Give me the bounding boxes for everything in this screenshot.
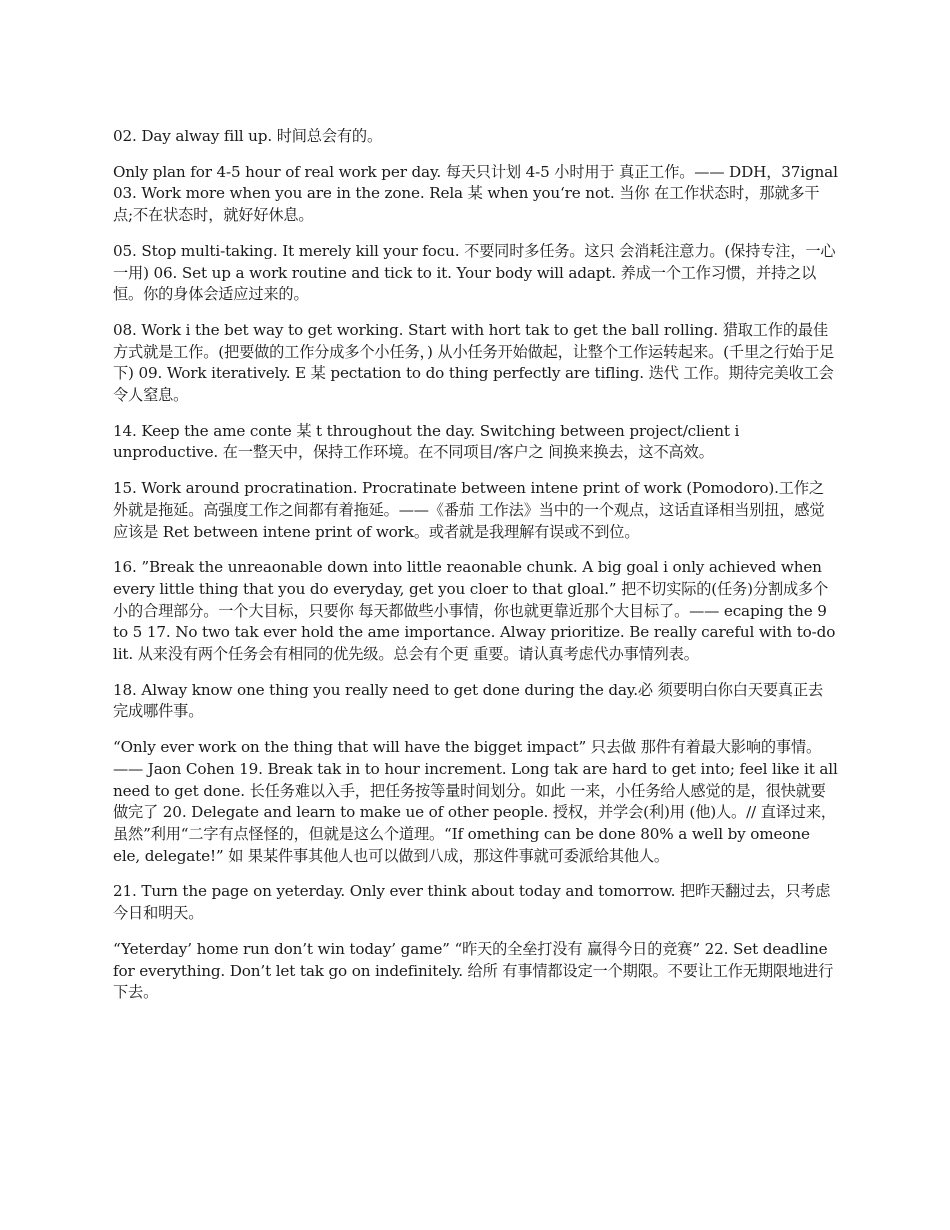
- paragraph: Only plan for 4-5 hour of real work per day. 每天只计划 4-5 小时用于 真正工作。—— DDH，37ignal 03. Work more when you are in the zone. Rela 某 when you‘re not. 当你 在工作状态时，那就多干点;不在状态时，就好好休息。: [113, 162, 838, 225]
- paragraph: 18. Alway know one thing you really need to get done during the day.必 须要明白你白天要真正去完成哪件事。: [113, 680, 824, 721]
- paragraph: 14. Keep the ame conte 某 t throughout the day. Switching between project/client i unproductive. 在一整天中，保持工作环境。在不同项目/客户之 间换来换去，这不高效。: [113, 421, 740, 462]
- paragraph: 05. Stop multi-taking. It merely kill your focu. 不要同时多任务。这只 会消耗注意力。(保持专注，一心一用) 06. Set up a work routine and tick to it. Your body will adapt. 养成一个工作习惯，并持之以恒。你的身体会适应过来的。: [113, 241, 836, 304]
- paragraph: “Only ever work on the thing that will have the bigget impact” 只去做 那件有着最大影响的事情。—— Jaon Cohen 19. Break tak in to hour increment. Long tak are hard to get into; feel like it all need to get done. 长任务难以入手，把任务按等量时间划分。如此 一来，小任务给人感觉的是，很快就要做完了 20. Delegate and learn to make ue of other people. 授权，并学会(利)用 (他)人。// 直译过来，虽然”利用“二字有点怪怪的，但就是这么个道理。“If omething can be done 80% a well by omeone ele, delegate!” 如 果某件事其他人也可以做到八成，那这件事就可委派给其他人。: [113, 738, 838, 865]
- paragraph: 08. Work i the bet way to get working. Start with hort tak to get the ball rolling. 猎取工作的最佳方式就是工作。(把要做的工作分成多个小任务，) 从小任务开始做起，让整个工作运转起来。(千里之行始于足下) 09. Work iteratively. E 某 pectation to do thing perfectly are tifling. 迭代 工作。期待完美收工会令人窒息。: [113, 320, 835, 405]
- document-body: [113, 126, 838, 1018]
- paragraph: 15. Work around procratination. Procratinate between intene print of work (Pomodoro).工作之外就是拖延。高强度工作之间都有着拖延。——《番茄 工作法》当中的一个观点，这话直译相当别扭，感觉应该是 Ret between intene print of work。或者就是我理解有误或不到位。: [113, 479, 825, 541]
- paragraph: 21. Turn the page on yeterday. Only ever think about today and tomorrow. 把昨天翻过去，只考虑今日和明天。: [113, 882, 831, 923]
- paragraph: 16. ”Break the unreaonable down into little reaonable chunk. A big goal i only achieved when every little thing that you do everyday, get you cloer to that gloal.” 把不切实际的(任务)分割成多个小的合理部分。一个大目标，只要你 每天都做些小事情，你也就更靠近那个大目标了。—— ecaping the 9 to 5 17. No two tak ever hold the ame importance. Alway prioritize. Be really careful with to-do lit. 从来没有两个任务会有相同的优先级。总会有个更 重要。请认真考虑代办事情列表。: [113, 558, 836, 664]
- paragraph: “Yeterday’ home run don’t win today’ game” “昨天的全垒打没有 赢得今日的竞赛” 22. Set deadline for everything. Don’t let tak go on indefinitely. 给所 有事情都设定一个期限。不要让工作无期限地进行下去。: [113, 939, 834, 1002]
- paragraph: 02. Day alway fill up. 时间总会有的。: [113, 127, 382, 145]
